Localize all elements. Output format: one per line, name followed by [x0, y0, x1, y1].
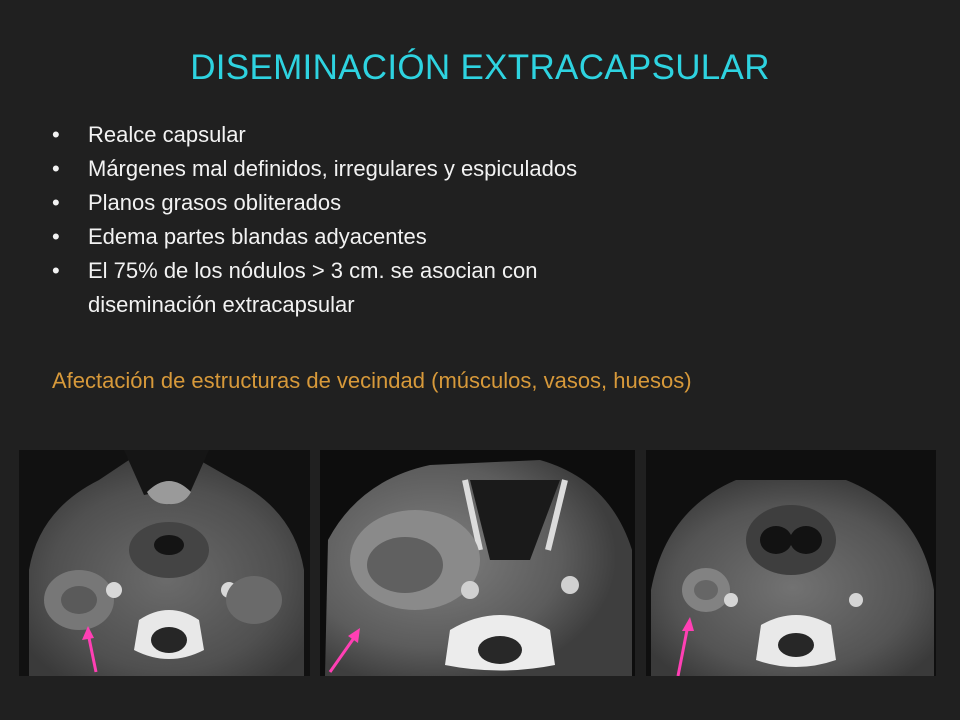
bullet-text: Edema partes blandas adyacentes	[88, 224, 427, 249]
slide-title: DISEMINACIÓN EXTRACAPSULAR	[190, 48, 770, 87]
bullet-dot-icon: •	[52, 190, 60, 215]
bullet-text: Márgenes mal definidos, irregulares y espiculados	[88, 156, 578, 181]
bullet-text: Planos grasos obliterados	[88, 190, 342, 215]
ct-scan-3	[646, 450, 936, 676]
ct-scan-1	[19, 450, 310, 676]
ct-scan-2	[320, 450, 635, 676]
bullet-item	[52, 186, 577, 220]
bullet-item	[52, 118, 577, 152]
bullet-item	[52, 220, 577, 254]
bullet-dot-icon: •	[52, 224, 60, 249]
bullet-list	[52, 118, 577, 322]
bullet-item	[52, 254, 577, 288]
subtitle: Afectación de estructuras de vecindad (músculos, vasos, huesos)	[52, 368, 692, 393]
bullet-dot-icon: •	[52, 258, 60, 283]
bullet-continuation: diseminación extracapsular	[88, 292, 355, 317]
bullet-text: Realce capsular	[88, 122, 246, 147]
bullet-dot-icon: •	[52, 122, 60, 147]
bullet-text: El 75% de los nódulos > 3 cm. se asocian con	[88, 258, 538, 283]
bullet-item	[52, 152, 577, 186]
bullet-dot-icon: •	[52, 156, 60, 181]
